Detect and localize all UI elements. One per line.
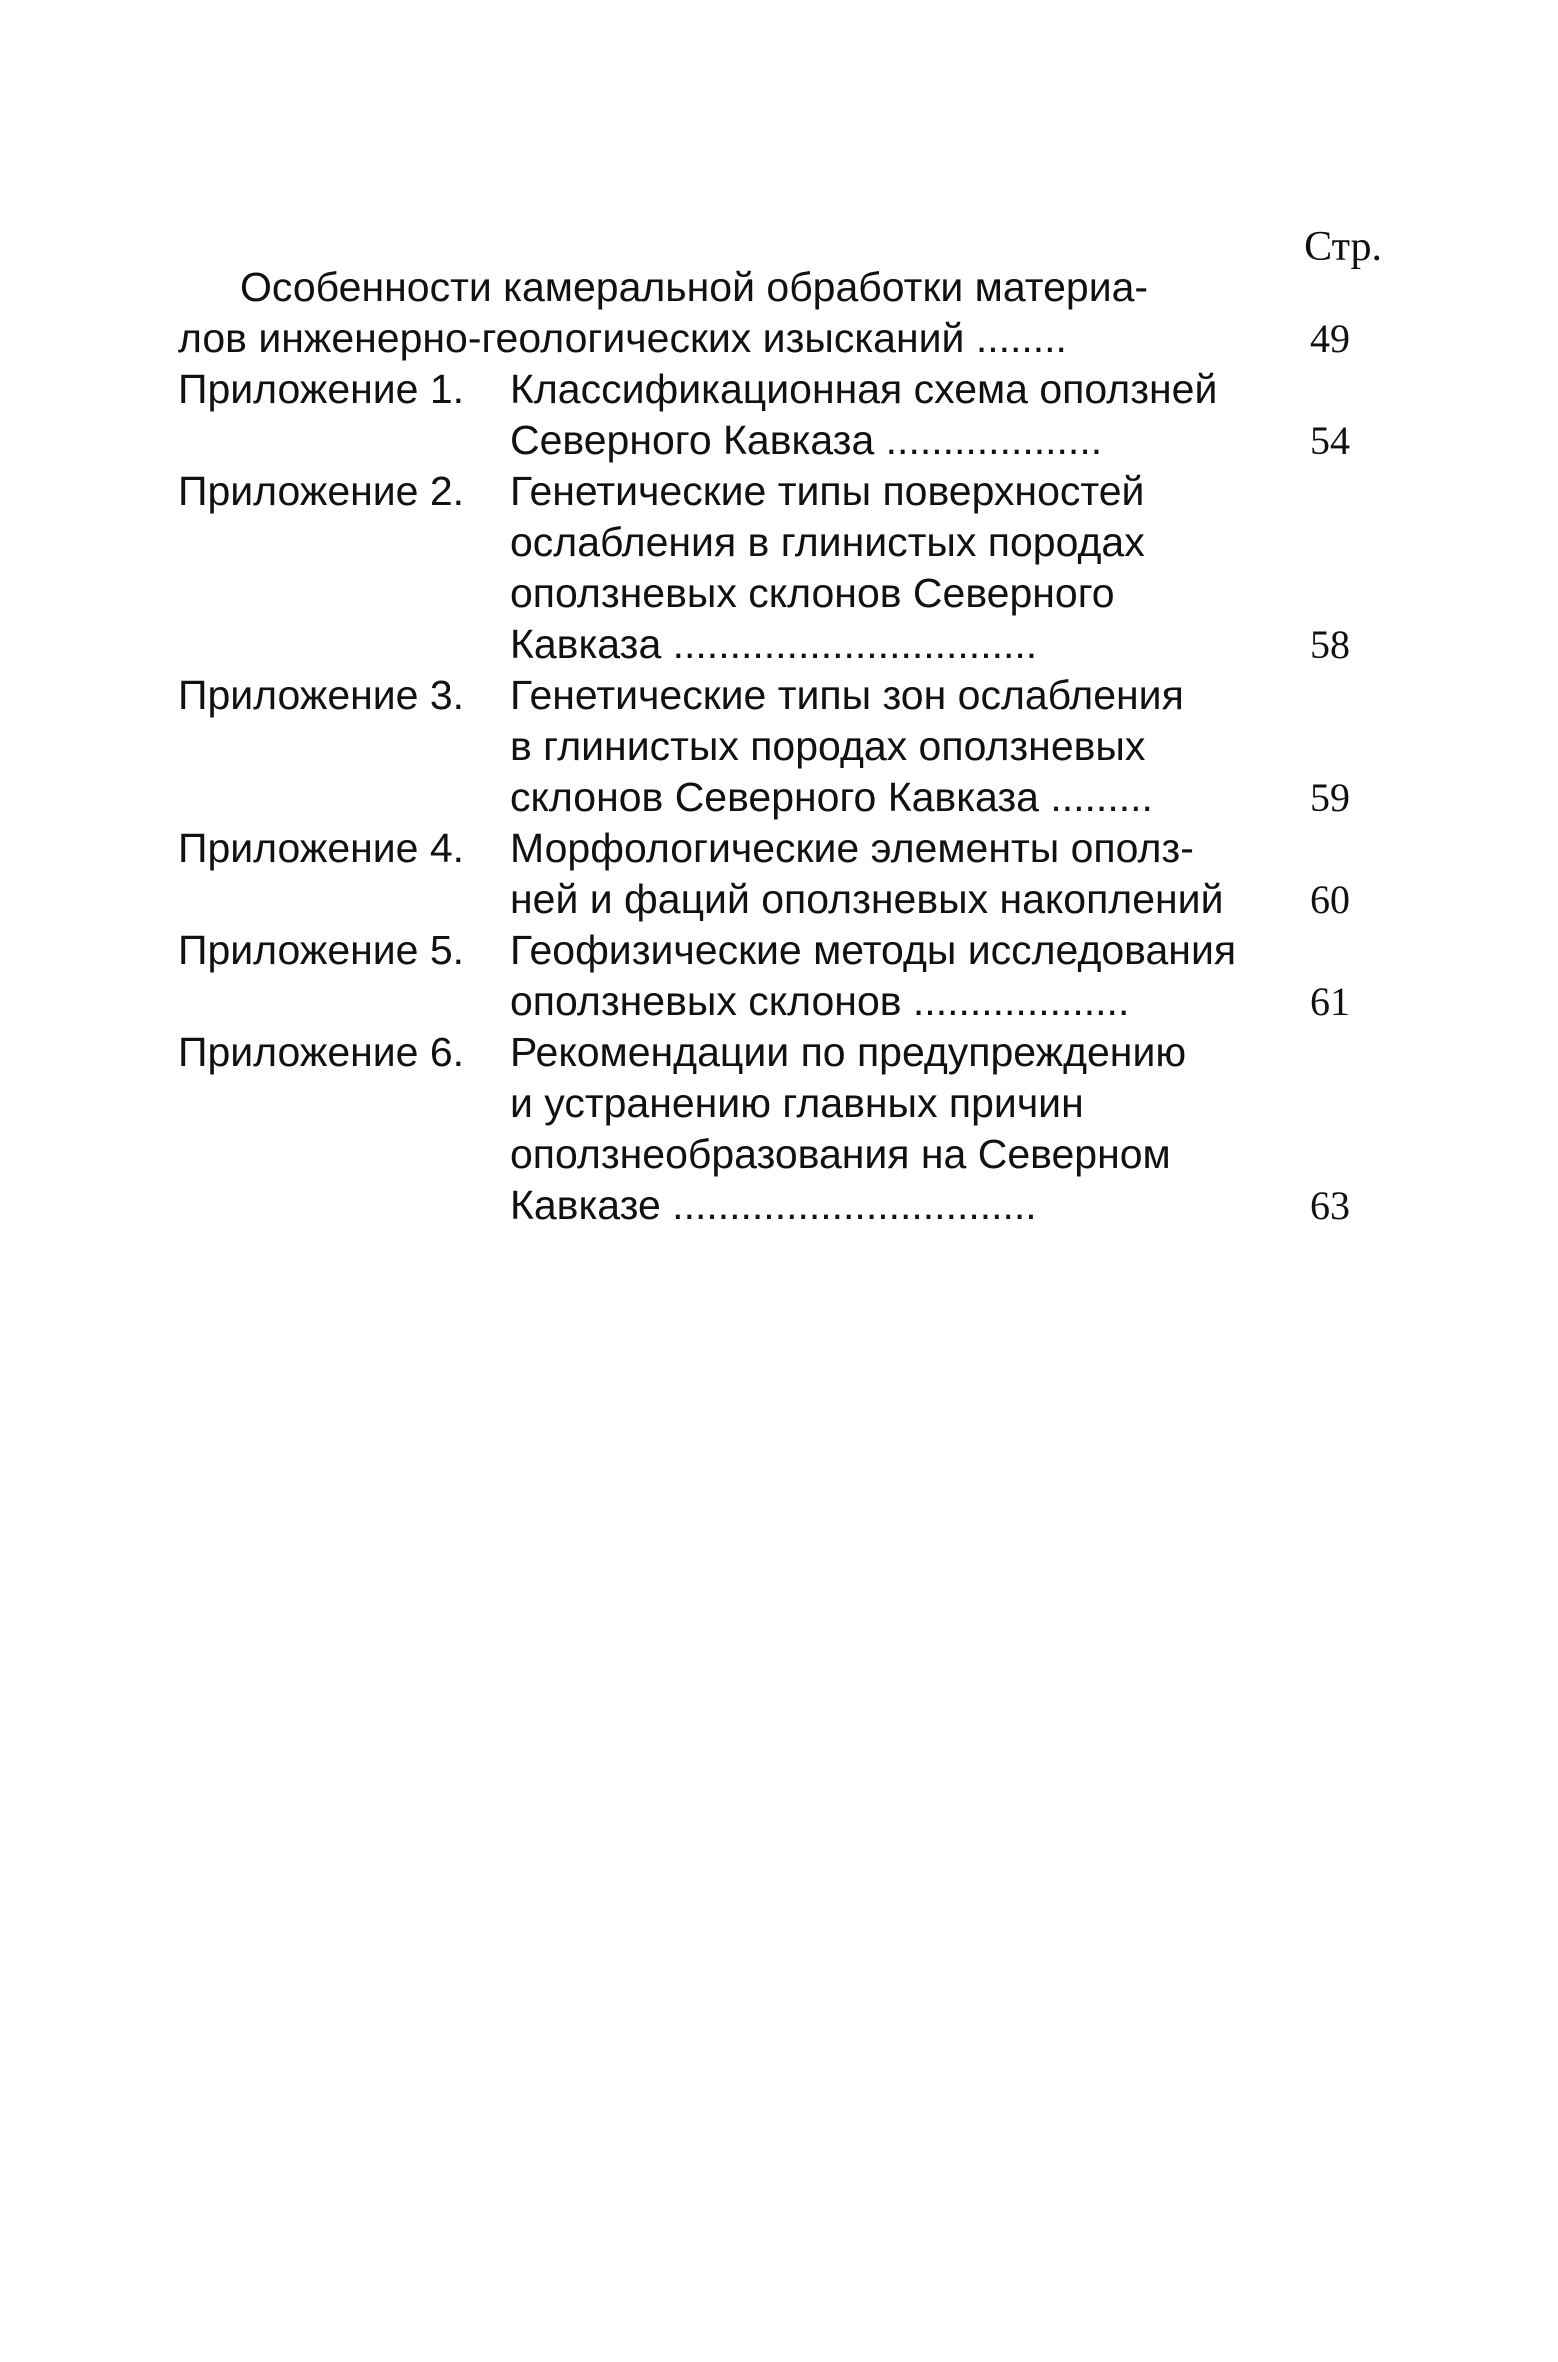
toc-entry-text [178,262,1310,364]
toc-entry-text [510,364,1310,466]
toc-line: и устранению главных причин [510,1080,1084,1126]
toc-page-number [1310,823,1388,925]
toc-entry-appendix-5 [178,925,1388,1027]
toc-line: Северного Кавказа ................... [510,417,1103,463]
appendix-label: Приложение 6. [178,1029,465,1075]
toc-entry-appendix-1 [178,364,1388,466]
toc-line: Морфологические элементы ополз- [510,825,1194,871]
toc-line: ослабления в глинистых породах [510,519,1145,565]
page-number: 61 [1310,979,1350,1024]
toc-entries [178,262,1388,1231]
toc-line: оползневых склонов Северного [510,570,1115,616]
toc-page-number [1310,670,1388,823]
toc-line: Классификационная схема оползней [510,366,1218,412]
page-number: 49 [1310,316,1350,361]
toc-entry-intro [178,262,1388,364]
toc-entry-text [510,670,1310,823]
toc-line: ней и фаций оползневых накоплений [510,876,1224,922]
toc-line: Генетические типы поверхностей [510,468,1145,514]
toc-line: склонов Северного Кавказа ......... [510,774,1153,820]
toc-entry-appendix-4 [178,823,1388,925]
toc-line: Генетические типы зон ослабления [510,672,1184,718]
toc-line: лов инженерно-геологических изысканий ........ [178,315,1067,361]
toc-entry-appendix-6 [178,1027,1388,1231]
appendix-label: Приложение 2. [178,468,465,514]
toc-line: Особенности камеральной обработки материа- [240,264,1149,310]
appendix-label: Приложение 1. [178,366,465,412]
toc-page-number [1310,1027,1388,1231]
page-number: 59 [1310,775,1350,820]
page-number: 54 [1310,418,1350,463]
toc-line: оползневых склонов ................... [510,978,1130,1024]
toc-page-number [1310,262,1388,364]
toc-entry-text [510,466,1310,670]
toc-line: Кавказа ................................ [510,621,1038,667]
page-number: 60 [1310,877,1350,922]
toc-entry-text [510,823,1310,925]
toc-page-number [1310,466,1388,670]
appendix-label: Приложение 3. [178,672,465,718]
toc-entry-appendix-3 [178,670,1388,823]
toc-page-number [1310,364,1388,466]
toc-line: оползнеобразования на Северном [510,1131,1171,1177]
toc-line: в глинистых породах оползневых [510,723,1146,769]
toc-line: Кавказе ................................ [510,1182,1037,1228]
appendix-label: Приложение 4. [178,825,465,871]
toc-page-number [1310,925,1388,1027]
toc-line: Рекомендации по предупреждению [510,1029,1187,1075]
toc-entry-text [510,1027,1310,1231]
page-number: 58 [1310,622,1350,667]
toc-entry-text [510,925,1310,1027]
toc-line: Геофизические методы исследования [510,927,1237,973]
appendix-label: Приложение 5. [178,927,465,973]
page-column-header: Стр. [1304,224,1382,270]
toc-entry-appendix-2 [178,466,1388,670]
page-number: 63 [1310,1183,1350,1228]
